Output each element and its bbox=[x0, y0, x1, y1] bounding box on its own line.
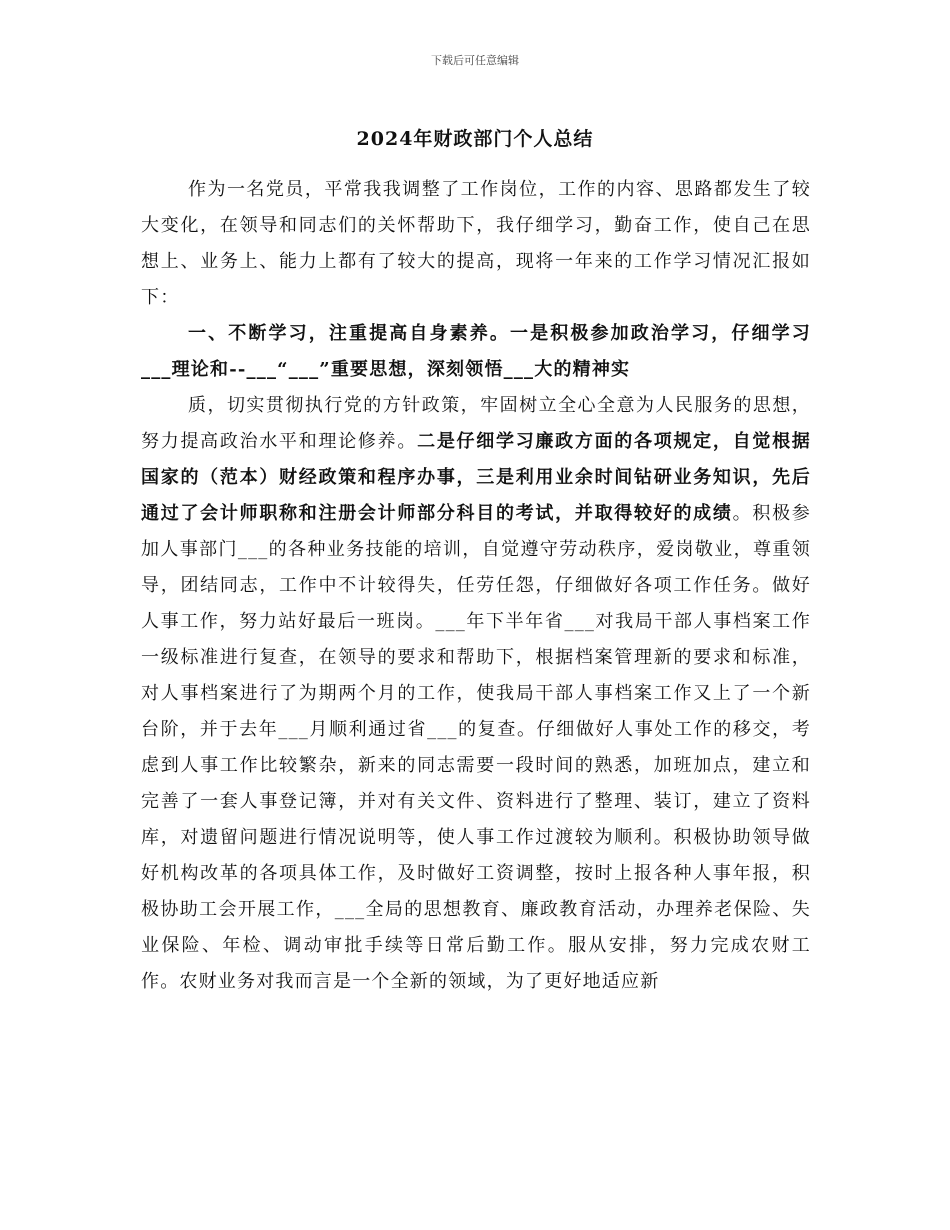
document-body bbox=[141, 172, 811, 1000]
paragraph-body-text-1: 质，切实贯彻执行党的方针政策，牢固树立全心全意为人民服务的思想，努力提高政治水平和理论修养。 bbox=[141, 395, 811, 452]
paragraph-intro: 作为一名党员，平常我我调整了工作岗位，工作的内容、思路都发生了较大变化，在领导和同志们的关怀帮助下，我仔细学习，勤奋工作，使自己在思想上、业务上、能力上都有了较大的提高，现将一年来的工作学习情况汇报如下： bbox=[141, 179, 811, 308]
section-heading-one: 一、不断学习，注重提高自身素养。一是积极参加政治学习，仔细学习___理论和--___“___”重要思想，深刻领悟___大的精神实 bbox=[141, 323, 811, 380]
paragraph-body bbox=[141, 388, 811, 1000]
document-title: 2024年财政部门个人总结 bbox=[356, 128, 594, 150]
page-header-note: 下载后可任意编辑 bbox=[431, 54, 519, 67]
paragraph-body-bold-text: 二是仔细学习廉政方面的各项规定，自觉根据国家的（范本）财经政策和程序办事，三是利用业余时间钻研业务知识，先后通过了会计师职称和注册会计师部分科目的考试，并取得较好的成绩 bbox=[141, 431, 811, 524]
paragraph-body-text-2: 。积极参加人事部门___的各种业务技能的培训，自觉遵守劳动秩序，爱岗敬业，尊重领导，团结同志，工作中不计较得失，任劳任怨，仔细做好各项工作任务。做好人事工作，努力站好最后一班岗。___年下半年省___对我局干部人事档案工作一级标准进行复查，在领导的要求和帮助下，根据档案管理新的要求和标准，对人事档案进行了为期两个月的工作，使我局干部人事档案工作又上了一个新台阶，并于去年___月顺利通过省___的复查。仔细做好人事处工作的移交，考虑到人事工作比较繁杂，新来的同志需要一段时间的熟悉，加班加点，建立和完善了一套人事登记簿，并对有关文件、资料进行了整理、装订，建立了资料库，对遗留问题进行情况说明等，使人事工作过渡较为顺利。积极协助领导做好机构改革的各项具体工作，及时做好工资调整，按时上报各种人事年报，积极协助工会开展工作，___全局的思想教育、廉政教育活动，办理养老保险、失业保险、年检、调动审批手续等日常后勤工作。服从安排，努力完成农财工作。农财业务对我而言是一个全新的领域，为了更好地适应新 bbox=[141, 503, 811, 992]
